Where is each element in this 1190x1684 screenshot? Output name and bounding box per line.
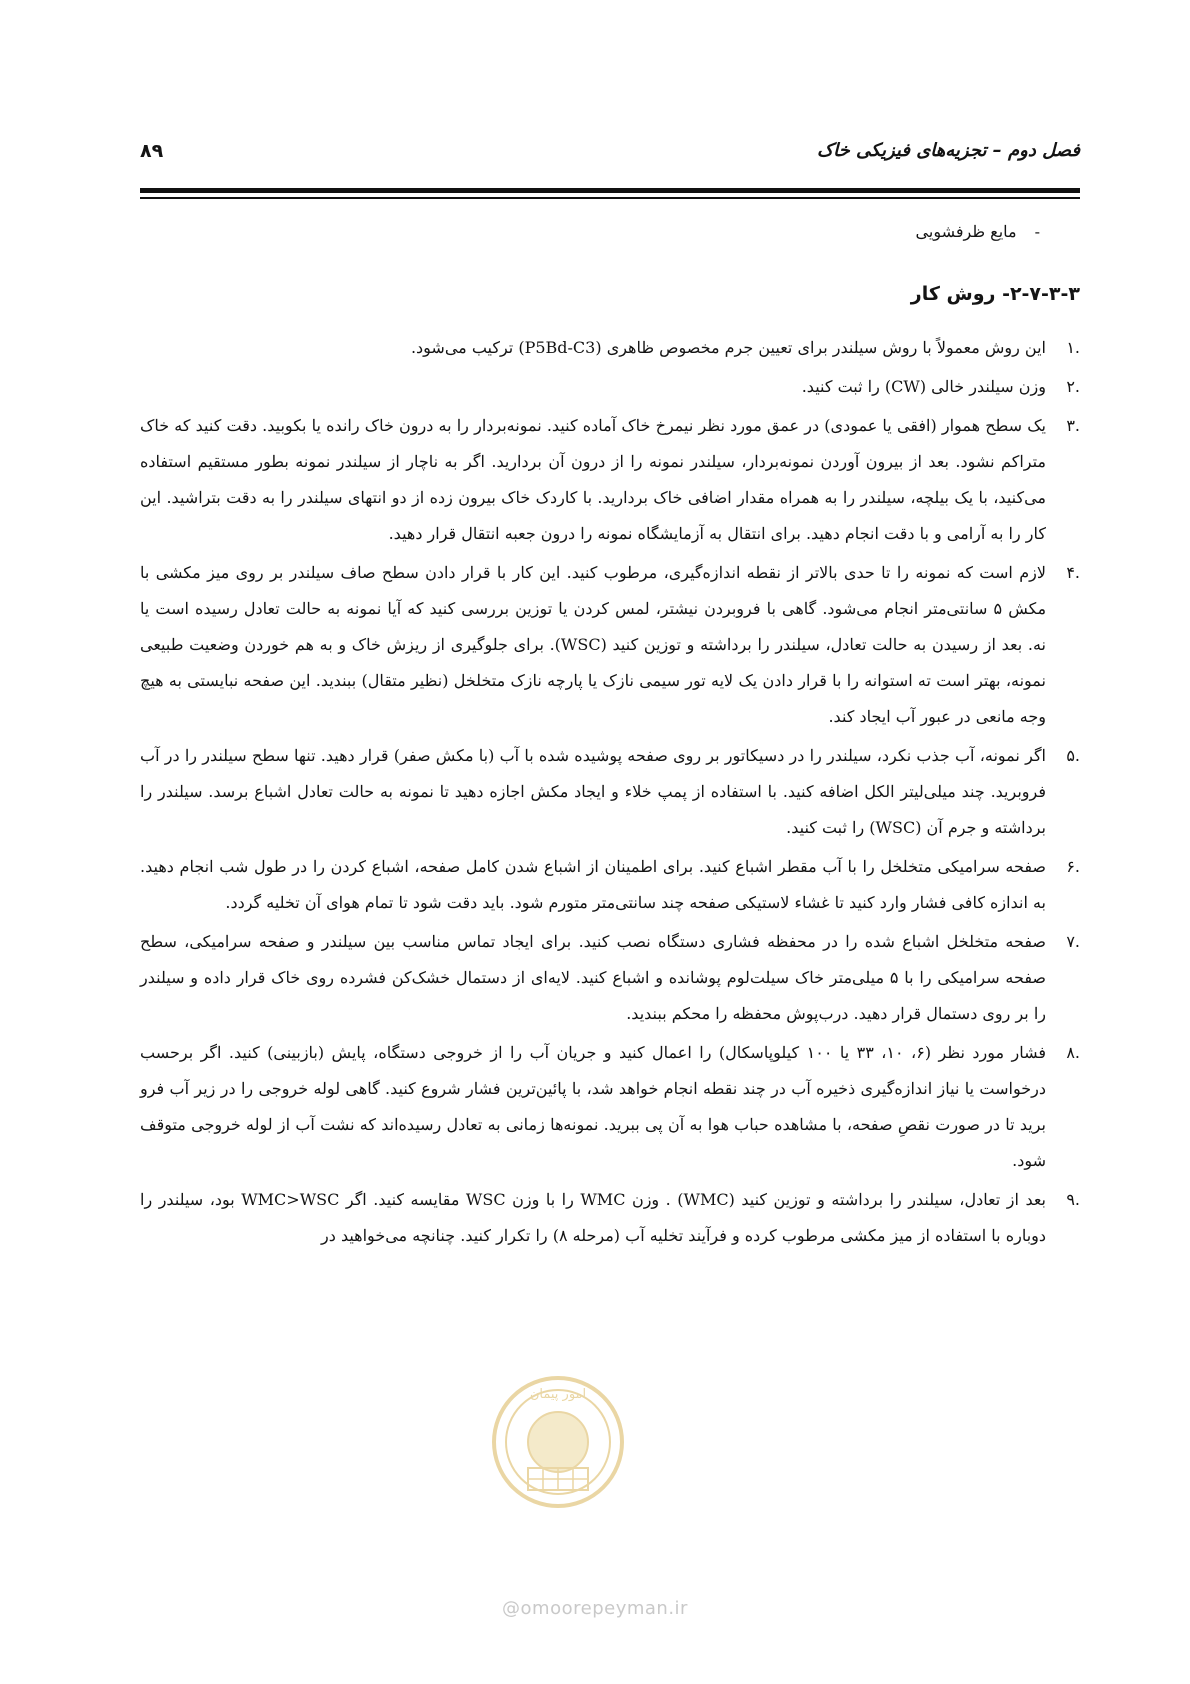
step-text: لازم است که نمونه را تا حدی بالاتر از نقطه اندازه‌گیری، مرطوب کنید. این کار با قرار دادن سطح صاف سیلندر بر روی میز مکشی با مکش ۵ سانتی‌متر انجام می‌شود. گاهی با فروبردن نیشتر، لمس کردن یا توزین بررسی کنید که آیا نمونه به حالت تعادل رسیده است یا نه. بعد از رسیدن به حالت تعادل، سیلندر را برداشته و توزین کنید (WSC). برای جلوگیری از ریزش خاک و به هم خوردن وضعیت طبیعی نمونه، بهتر است ته استوانه را با قرار دادن یک لایه تور سیمی نازک یا پارچه نازک متخلخل (نظیر متقال) ببندید. این صفحه نبایستی به هیچ وجه مانعی در عبور آب ایجاد کند. — [140, 563, 1047, 726]
watermark-seal-logo — [488, 1372, 628, 1512]
bullet-text: مایع ظرفشویی — [915, 222, 1017, 241]
step-number: .۷ — [1066, 932, 1080, 951]
material-bullet-item — [916, 222, 1040, 241]
procedure-step — [140, 369, 1080, 405]
step-text: فشار مورد نظر (۶، ۱۰، ۳۳ یا ۱۰۰ کیلوپاسکال) را اعمال کنید و جریان آب را از خروجی دستگاه، پایش (بازبینی) کنید. اگر برحسب درخواست یا نیاز اندازه‌گیری ذخیره آب در چند نقطه انجام خواهد شد، با پائین‌ترین فشار شروع کنید. گاهی لوله خروجی را در زیر آب فرو برید تا در صورت نقصِ صفحه، با مشاهده حباب هوا به آن پی ببرید. نمونه‌ها زمانی به تعادل رسیده‌اند که نشت آب از لوله خروجی متوقف شود. — [140, 1043, 1046, 1170]
step-text: صفحه سرامیکی متخلخل را با آب مقطر اشباع کنید. برای اطمینان از اشباع شدن کامل صفحه، اشباع کردن را در طول شب انجام دهید. به اندازه کافی فشار وارد کنید تا غشاء لاستیکی صفحه چند سانتی‌متر متورم شود. باید دقت شود تا تمام هوای آن تخلیه گردد. — [140, 857, 1046, 912]
header-rule-thin — [140, 197, 1080, 199]
procedure-step — [140, 330, 1080, 366]
procedure-step — [140, 924, 1080, 1032]
step-number: .۶ — [1066, 857, 1080, 876]
step-text: بعد از تعادل، سیلندر را برداشته و توزین کنید (WMC) . وزن WMC را با وزن WSC مقایسه کنید. اگر WMC>WSC بود، سیلندر را دوباره با استفاده از میز مکشی مرطوب کرده و فرآیند تخلیه آب (مرحله ۸) را تکرار کنید. چنانچه می‌خواهید در — [140, 1190, 1047, 1245]
procedure-steps-list — [140, 330, 1080, 1257]
step-number: .۸ — [1066, 1043, 1080, 1062]
step-number: .۴ — [1066, 563, 1080, 582]
header-rule-thick — [140, 188, 1080, 193]
step-number: .۹ — [1066, 1190, 1080, 1209]
running-header-title: فصل دوم – تجزیه‌های فیزیکی خاک — [817, 140, 1080, 161]
step-text: صفحه متخلخل اشباع شده را در محفظه فشاری دستگاه نصب کنید. برای ایجاد تماس مناسب بین سیلندر و صفحه سرامیکی، سطح صفحه سرامیکی را با ۵ میلی‌متر خاک سیلت‌لوم پوشانده و اشباع کنید. لایه‌ای از دستمال خشک‌کن فشرده روی خاک قرار داده و سیلندر را بر روی دستمال قرار دهید. درب‌پوش محفظه را محکم ببندید. — [140, 932, 1046, 1023]
procedure-step — [140, 408, 1080, 552]
procedure-step — [140, 1182, 1080, 1254]
page-number: ۸۹ — [140, 140, 164, 162]
step-text: اگر نمونه، آب جذب نکرد، سیلندر را در دسیکاتور بر روی صفحه پوشیده شده با آب (با مکش صفر) قرار دهید. تنها سطح سیلندر را در آب فروبرید. چند میلی‌لیتر الکل اضافه کنید. با استفاده از پمپ خلاء و ایجاد مکش اجازه دهید تا نمونه به حالت تعادل اشباع برسد. سیلندر را برداشته و جرم آن (WSC) را ثبت کنید. — [140, 746, 1047, 837]
bullet-dash: - — [1034, 222, 1040, 241]
step-number: .۵ — [1066, 746, 1080, 765]
procedure-step — [140, 1035, 1080, 1179]
procedure-step — [140, 849, 1080, 921]
section-heading: ۲-۷-۳-۳- روش کار — [910, 283, 1080, 305]
watermark-logo-text: امور پیمان — [529, 1387, 587, 1402]
procedure-step — [140, 738, 1080, 846]
step-text: این روش معمولاً با روش سیلندر برای تعیین جرم مخصوص ظاهری (P5Bd-C3) ترکیب می‌شود. — [410, 338, 1046, 357]
step-number: .۲ — [1066, 377, 1080, 396]
step-number: .۱ — [1066, 338, 1080, 357]
step-text: وزن سیلندر خالی (CW) را ثبت کنید. — [801, 377, 1046, 396]
procedure-step — [140, 555, 1080, 735]
step-text: یک سطح هموار (افقی یا عمودی) در عمق مورد نظر نیمرخ خاک آماده کنید. نمونه‌بردار را به درون خاک رانده یا بکوبید. دقت کنید که خاک متراکم نشود. بعد از بیرون آوردن نمونه‌بردار، سیلندر نمونه را از درون آن بردارید. اگر به ناچار از سیلندر نمونه بطور مستقیم استفاده می‌کنید، با یک بیلچه، سیلندر را به همراه مقدار اضافی خاک بردارید. با کاردک خاک بیرون زده از دو انتهای سیلندر را به دقت بتراشید. این کار را به آرامی و با دقت انجام دهید. برای انتقال به آزمایشگاه نمونه را درون جعبه انتقال قرار دهید. — [140, 416, 1047, 543]
footer-watermark-site: @omoorepeyman.ir — [502, 1598, 688, 1619]
step-number: .۳ — [1066, 416, 1080, 435]
